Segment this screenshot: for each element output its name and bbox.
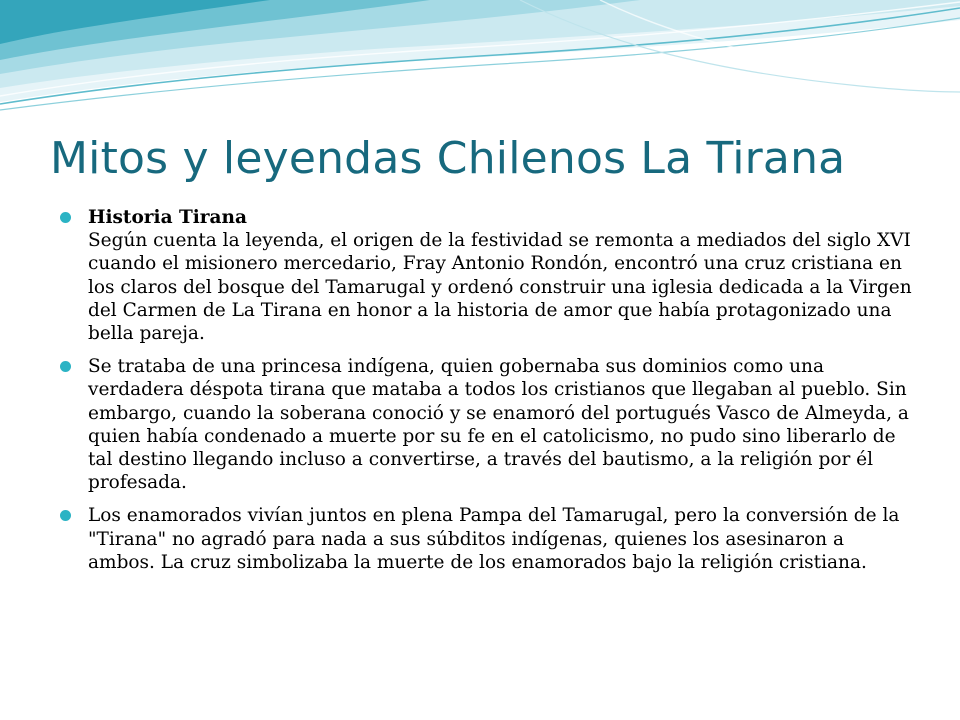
bullet-item bbox=[60, 206, 912, 345]
slide-title: Mitos y leyendas Chilenos La Tirana bbox=[50, 133, 846, 184]
bullet-dot-icon bbox=[60, 212, 71, 223]
bullet-paragraph bbox=[88, 355, 912, 494]
bullet-paragraph bbox=[88, 206, 912, 345]
bullet-item bbox=[60, 504, 912, 574]
bullet-paragraph bbox=[88, 504, 912, 574]
bullet-heading: Historia Tirana bbox=[88, 207, 247, 228]
bullet-list bbox=[60, 206, 912, 584]
bullet-body: Se trataba de una princesa indígena, quien gobernaba sus dominios como una verdadera déspota tirana que mataba a todos los cristianos que llegaban al pueblo. Sin embargo, cuando la soberana conoció y se enamoró del portugués Vasco de Almeyda, a quien había condenado a muerte por su fe en el catolicismo, no pudo sino liberarlo de tal destino llegando incluso a convertirse, a través del bautismo, a la religión por él profesada. bbox=[88, 356, 909, 494]
bullet-dot-icon bbox=[60, 510, 71, 521]
bullet-body: Según cuenta la leyenda, el origen de la festividad se remonta a mediados del siglo XVI cuando el misionero mercedario, Fray Antonio Rondón, encontró una cruz cristiana en los claros del bosque del Tamarugal y ordenó construir una iglesia dedicada a la Virgen del Carmen de La Tirana en honor a la historia de amor que había protagonizado una bella pareja. bbox=[88, 230, 912, 345]
wave-decoration bbox=[0, 0, 960, 130]
bullet-dot-icon bbox=[60, 361, 71, 372]
bullet-body: Los enamorados vivían juntos en plena Pampa del Tamarugal, pero la conversión de la "Tirana" no agradó para nada a sus súbditos indígenas, quienes los asesinaron a ambos. La cruz simbolizaba la muerte de los enamorados bajo la religión cristiana. bbox=[88, 505, 900, 573]
bullet-item bbox=[60, 355, 912, 494]
